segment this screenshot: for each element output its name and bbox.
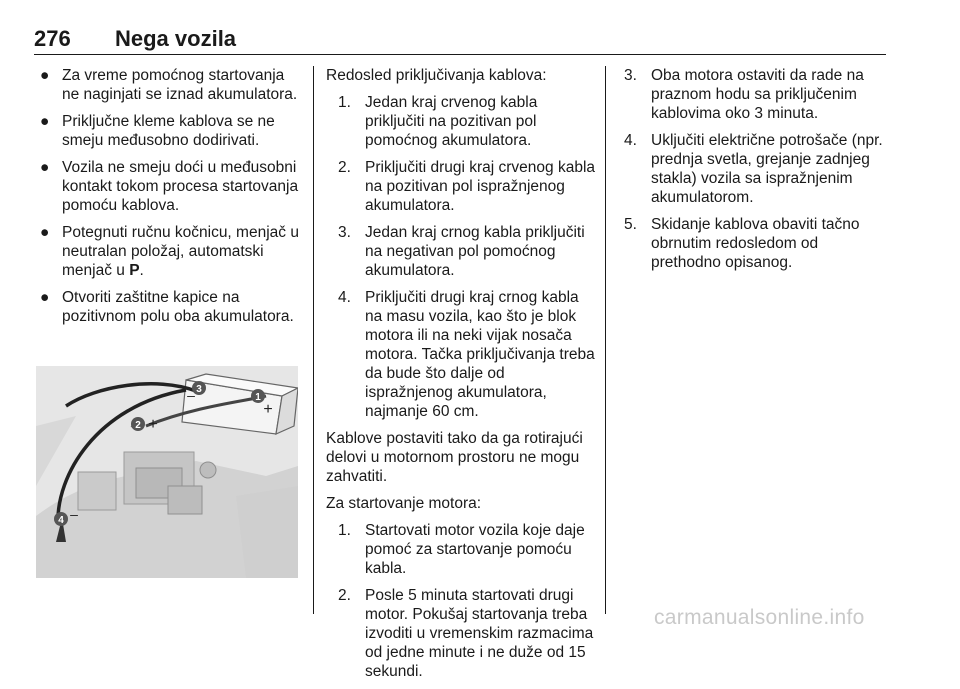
engine-bay-drawing [36,366,298,578]
start-engine-intro: Za startovanje motora: [326,495,482,512]
bullet-icon: ● [40,224,50,241]
column-3 [624,66,886,280]
marker-2-label: 2 [135,420,141,431]
list-item: ● Za vreme pomoćnog startovanja ne naginjati se iznad akumulatora. [40,67,298,103]
plus-sign-2: + [148,416,158,433]
warning-list [36,66,304,326]
connection-steps [338,93,596,421]
column-divider-1 [313,66,314,614]
list-item: 1. Jedan kraj crvenog kabla priključiti na pozitivan pol pomoćnog akumulatora. [338,94,538,149]
bullet-icon: ● [40,159,50,176]
list-item: ● Priključne kleme kablova se ne smeju međusobno dodirivati. [40,113,275,149]
list-item: ● Vozila ne smeju doći u međusobni kontakt tokom procesa startovanja pomoću kablova. [40,159,299,214]
marker-1-label: 1 [255,392,261,403]
list-item: 4. Uključiti električne potrošače (npr. prednja svetla, grejanje zadnjeg stakla) vozila sa ispražnjenim akumulatorom. [624,132,883,206]
start-steps [338,521,596,681]
page-header [34,26,886,52]
bullet-icon: ● [40,289,50,306]
list-item: 2. Posle 5 minuta startovati drugi motor. Pokušaj startovanja treba izvoditi u vremenskim razmacima od jedne minute i ne duže od 15 sekundi. [338,587,594,680]
list-item: 5. Skidanje kablova obaviti tačno obrnutim redosledom od prethodno opisanog. [624,216,860,271]
bullet-icon: ● [40,113,50,130]
list-item: ● Potegnuti ručnu kočnicu, menjač u neutralan položaj, automatski menjač u P. [40,224,299,279]
continued-start-steps [624,66,886,272]
header-rule [34,54,886,55]
connection-order-intro: Redosled priključivanja kablova: [326,67,547,84]
page-number: 276 [34,26,71,51]
chapter-title: Nega vozila [115,26,237,51]
cable-routing-note: Kablove postaviti tako da ga rotirajući delovi u motornom prostoru ne mogu zahvatiti. [326,430,583,485]
column-divider-2 [605,66,606,614]
list-item: 1. Startovati motor vozila koje daje pomoć za startovanje pomoću kabla. [338,522,585,577]
site-watermark: carmanualsonline.info [654,606,865,629]
marker-4-label: 4 [58,515,64,526]
marker-3-label: 3 [196,384,202,395]
list-item: 3. Oba motora ostaviti da rade na praznom hodu sa priključenim kablovima oko 3 minuta. [624,67,864,122]
list-item: 3. Jedan kraj crnog kabla priključiti na negativan pol pomoćnog akumulatora. [338,224,585,279]
gear-position-p: P [129,262,140,279]
jump-start-illustration [36,366,298,578]
column-1 [36,66,304,334]
list-item: 2. Priključiti drugi kraj crvenog kabla na pozitivan pol ispražnjenog akumulatora. [338,159,596,214]
column-2 [326,66,596,689]
minus-sign-3: – [187,387,195,403]
plus-sign-1: + [263,401,273,418]
bullet-icon: ● [40,67,50,84]
minus-sign-4: – [70,506,78,522]
list-item: ● Otvoriti zaštitne kapice na pozitivnom polu oba akumulatora. [40,289,294,325]
list-item: 4. Priključiti drugi kraj crnog kabla na masu vozila, kao što je blok motora ili na neki vijak nosača motora. Tačka priključivanja treba da bude što dalje od ispražnjenog akumulatora, najmanje 60 cm. [338,289,595,420]
